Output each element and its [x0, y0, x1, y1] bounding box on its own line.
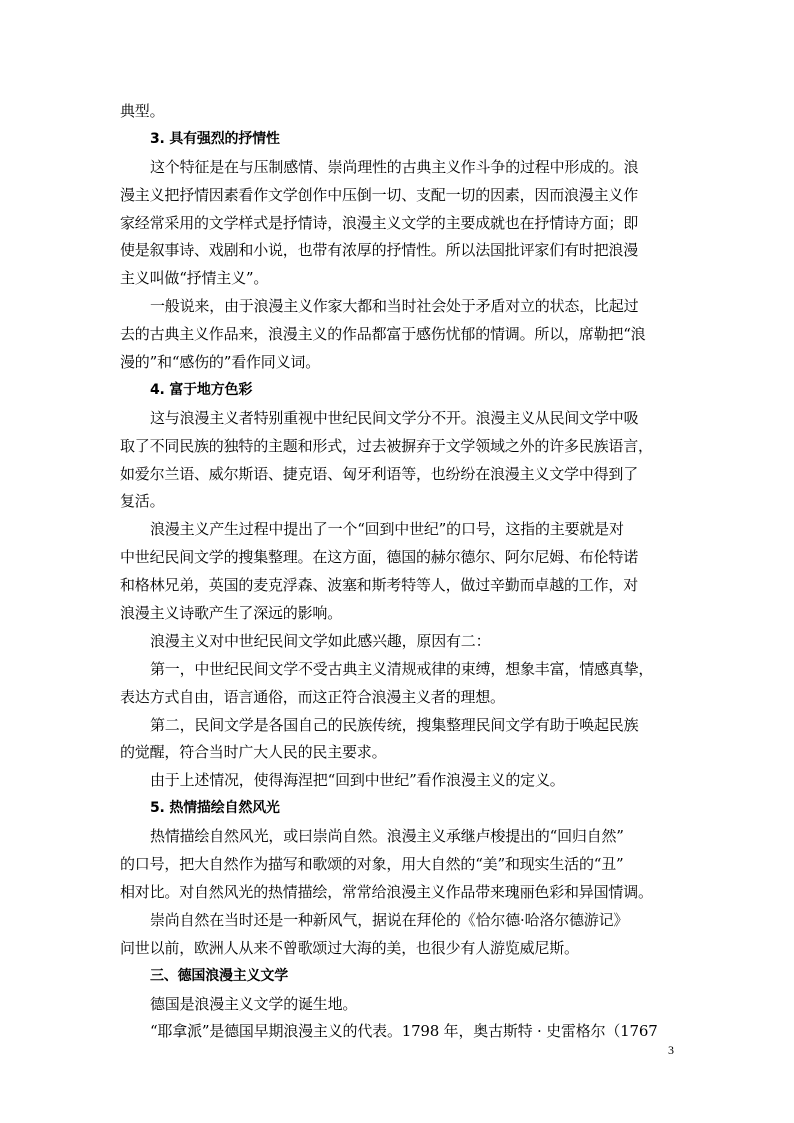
text-line: 浪漫主义产生过程中提出了一个“回到中世纪”的口号，这指的主要就是对 — [150, 520, 624, 539]
text-line: 第二，民间文学是各国自己的民族传统，搜集整理民间文学有助于唤起民族 — [150, 715, 639, 734]
text-line: 崇尚自然在当时还是一种新风气，据说在拜伦的《恰尔德·哈洛尔德游记》 — [150, 910, 629, 929]
text-line: 典型。 — [120, 102, 165, 120]
section-heading: 5. 热情描绘自然风光 — [150, 800, 280, 817]
page-number: 3 — [668, 1043, 674, 1057]
text-line: “耶拿派”是德国早期浪漫主义的代表。1798 年，奥古斯特 · 史雷格尔（1767 — [150, 1022, 658, 1041]
text-line: 使是叙事诗、戏剧和小说，也带有浓厚的抒情性。所以法国批评家们有时把浪漫 — [120, 241, 639, 260]
text-line: 一般说来，由于浪漫主义作家大都和当时社会处于矛盾对立的状态，比起过 — [150, 297, 639, 316]
text-line: 相对比。对自然风光的热情描绘，常常给浪漫主义作品带来瑰丽色彩和异国情调。 — [120, 882, 653, 901]
text-line: 表达方式自由，语言通俗，而这正符合浪漫主义者的理想。 — [120, 687, 505, 706]
section-heading: 4. 富于地方色彩 — [150, 381, 253, 398]
text-line: 浪漫主义对中世纪民间文学如此感兴趣，原因有二： — [150, 631, 491, 650]
text-line: 漫主义把抒情因素看作文学创作中压倒一切、支配一切的因素，因而浪漫主义作 — [120, 185, 639, 204]
text-line: 的口号，把大自然作为描写和歌颂的对象，用大自然的“美”和现实生活的“丑” — [120, 855, 624, 874]
text-line: 家经常采用的文学样式是抒情诗，浪漫主义文学的主要成就也在抒情诗方面；即 — [120, 213, 639, 232]
text-line: 主义叫做“抒情主义”。 — [120, 269, 269, 288]
text-line: 中世纪民间文学的搜集整理。在这方面，德国的赫尔德尔、阿尔尼姆、布伦特诺 — [120, 548, 639, 567]
text-line: 和格林兄弟，英国的麦克浮森、波塞和斯考特等人，做过辛勤而卓越的工作，对 — [120, 576, 639, 595]
text-line: 如爱尔兰语、威尔斯语、捷克语、匈牙利语等，也纷纷在浪漫主义文学中得到了 — [120, 464, 639, 483]
document-body — [120, 98, 676, 1046]
text-line: 热情描绘自然风光，或曰崇尚自然。浪漫主义承继卢梭提出的“回归自然” — [150, 827, 624, 846]
text-line: 复活。 — [120, 492, 165, 511]
text-line: 问世以前，欧洲人从来不曾歌颂过大海的美，也很少有人游览威尼斯。 — [120, 938, 579, 957]
text-line: 这个特征是在与压制感情、崇尚理性的古典主义作斗争的过程中形成的。浪 — [150, 157, 639, 176]
text-line: 去的古典主义作品来，浪漫主义的作品都富于感伤忧郁的情调。所以，席勒把“浪 — [120, 325, 646, 344]
text-line: 由于上述情况，使得海涅把“回到中世纪”看作浪漫主义的定义。 — [150, 771, 565, 790]
text-line: 浪漫主义诗歌产生了深远的影响。 — [120, 604, 343, 623]
text-line: 这与浪漫主义者特别重视中世纪民间文学分不开。浪漫主义从民间文学中吸 — [150, 408, 639, 427]
text-line: 第一，中世纪民间文学不受古典主义清规戒律的束缚，想象丰富，情感真挚， — [150, 659, 654, 678]
text-line: 德国是浪漫主义文学的诞生地。 — [150, 994, 358, 1013]
section-heading: 3. 具有强烈的抒情性 — [150, 130, 280, 147]
text-line: 的觉醒，符合当时广大人民的民主要求。 — [120, 743, 387, 762]
section-heading: 三、德国浪漫主义文学 — [150, 967, 288, 984]
text-line: 漫的”和“感伤的”看作同义词。 — [120, 353, 321, 372]
text-line: 取了不同民族的独特的主题和形式，过去被摒弃于文学领域之外的许多民族语言， — [120, 436, 653, 455]
